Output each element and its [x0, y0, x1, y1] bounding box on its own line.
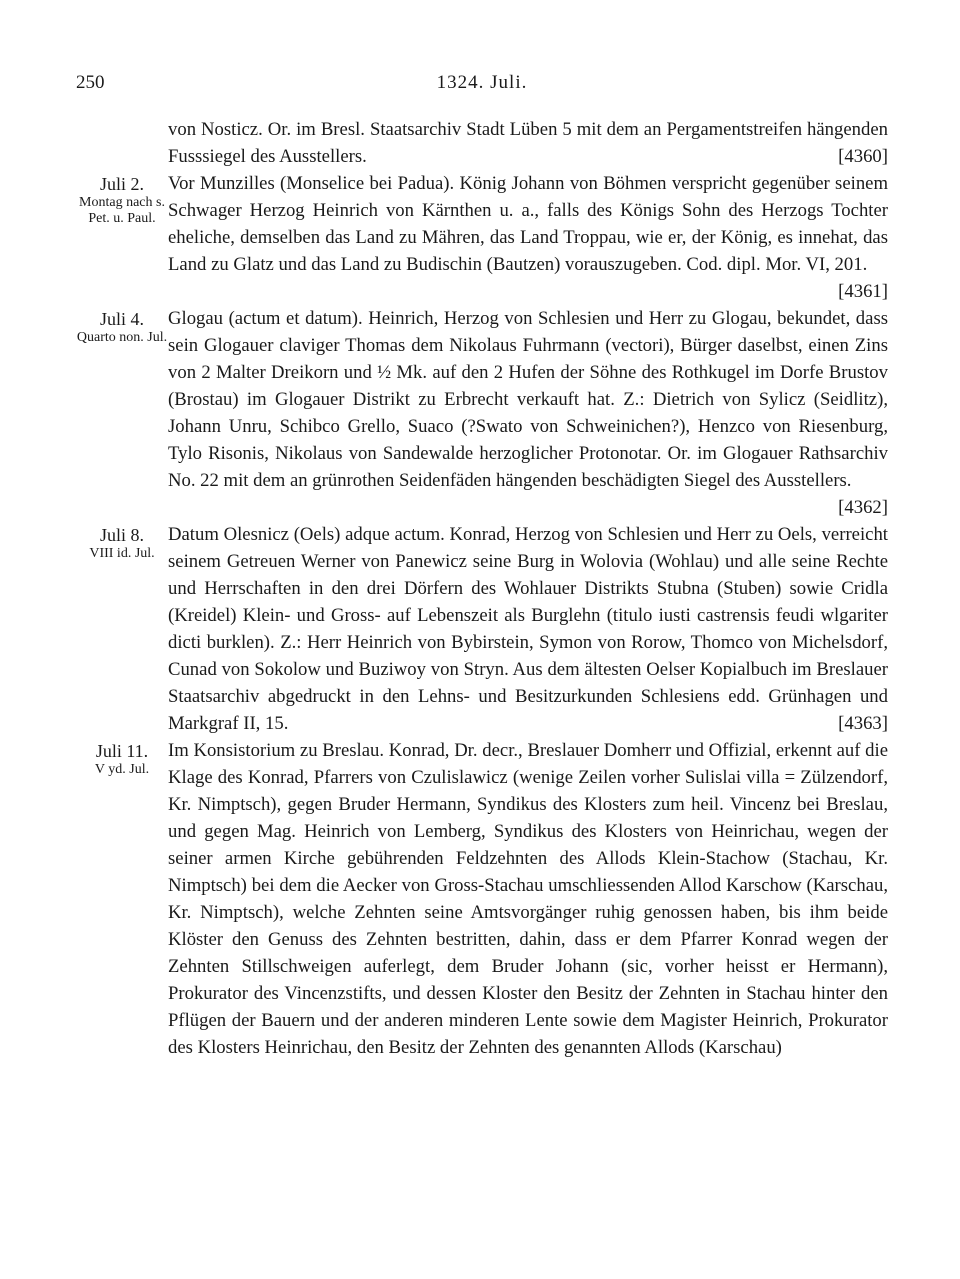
entry-text — [168, 116, 888, 170]
entry-date-note: Quarto non. Jul. — [76, 330, 168, 345]
margin-note — [76, 170, 168, 305]
entry-date: Juli 4. — [99, 309, 144, 329]
document-body — [76, 116, 888, 1061]
entry-4361 — [76, 170, 888, 305]
entry-body: von Nosticz. Or. im Bresl. Staatsarchiv Stadt Lüben 5 mit dem an Pergamentstreifen hängenden Fusssiegel des Ausstellers. — [168, 119, 888, 167]
entry-date-note: Montag nach s. Pet. u. Paul. — [79, 195, 165, 226]
entry-text — [168, 305, 888, 521]
entry-date: Juli 11. — [95, 741, 149, 761]
entry-4362 — [76, 305, 888, 521]
entry-body: Vor Munzilles (Monselice bei Padua). König Johann von Böhmen verspricht gegenüber seinem Schwager Herzog Heinrich von Kärnthen u. a., falls des Königs Sohn des Herzogs Tochter eheliche, demselben das Land zu Mähren, das Land Troppau, wie er, der König, es innehat, das Land zu Glatz und das Land zu Budischin (Bautzen) vorauszugeben. Cod. dipl. Mor. VI, 201. — [168, 173, 888, 275]
margin-note — [76, 521, 168, 737]
entry-date-note: VIII id. Jul. — [89, 546, 155, 561]
entry-number: [4363] — [838, 713, 888, 734]
entry-4363 — [76, 521, 888, 737]
entry-text — [168, 170, 888, 305]
margin-note — [76, 305, 168, 521]
entry-4360 — [76, 116, 888, 170]
page-header — [76, 72, 888, 102]
entry-number: [4360] — [838, 146, 888, 167]
page-number: 250 — [76, 72, 105, 93]
entry-body: Datum Olesnicz (Oels) adque actum. Konrad, Herzog von Schlesien und Herr zu Oels, verreicht seinem Getreuen Werner von Panewicz seine Burg in Wolovia (Wohlau) und alle seine Rechte und Herrschaften in den drei Dörfern des Wohlauer Distrikts Stubna (Stuben) sowie Cridla (Kreidel) Klein- und Gross- auf Lebenszeit als Burglehn (titulo iusti castrensis feudi wlgariter dicti burklen). Z.: Herr Heinrich von Bybirstein, Symon von Rorow, Thomco von Michelsdorf, Cunad von Sokolow und Buziwoy von Stryn. Aus dem ältesten Oelser Kopialbuch im Breslauer Staatsarchiv abgedruckt in den Lehns- und Besitzurkunden Schlesiens edd. Grünhagen und Markgraf II, 15. — [168, 524, 888, 734]
entry-text — [168, 521, 888, 737]
entry-number: [4361] — [838, 281, 888, 302]
entry-body: Glogau (actum et datum). Heinrich, Herzog von Schlesien und Herr zu Glogau, bekundet, dass sein Glogauer claviger Thomas dem Nikolaus Fuhrmann (vectori), Bürger daselbst, einen Zins von 2 Malter Dreikorn und ½ Mk. auf den 2 Hufen der Söhne des Rothkugel im Dorfe Brustov (Brostau) im Glogauer Distrikt zu Erbrecht verkauft hat. Z.: Dietrich von Sylicz (Seidlitz), Johann Unru, Schibco Grello, Suaco (?Swato von Schweinichen?), Henzco von Riesenburg, Tylo Risonis, Nikolaus von Sandewalde herzoglicher Protonotar. Or. im Glogauer Rathsarchiv No. 22 mit dem an grünrothen Seidenfäden hängenden beschädigten Siegel des Ausstellers. — [168, 308, 888, 491]
entry-date: Juli 2. — [99, 174, 144, 194]
running-title: 1324. Juli. — [436, 72, 528, 93]
entry-body: Im Konsistorium zu Breslau. Konrad, Dr. decr., Breslauer Domherr und Offizial, erkennt auf die Klage des Konrad, Pfarrers von Czulislawicz (wenige Zeilen vorher Sulislai villa = Zülzendorf, Kr. Nimptsch), gegen Bruder Hermann, Syndikus des Klosters zum heil. Vincenz bei Breslau, und gegen Mag. Heinrich von Lemberg, Syndikus des Klosters von Heinrichau, wegen der seiner armen Kirche gebührenden Feldzehnten des Allods Klein-Stachow (Stachau, Kr. Nimptsch) bei dem die Aecker von Gross-Stachau umschliessenden Allod Karschow (Karschau, Kr. Nimptsch), welche Zehnten seine Amtsvorgänger ruhig genossen haben, bis ihm beide Klöster den Genuss des Zehnten bestritten, dahin, dass er dem Pfarrer Konrad wegen der Zehnten Stillschweigen auferlegt, dem Bruder Johann (sic, vorher heisst er Hermann), Prokurator des Vincenzstifts, und dessen Kloster den Besitz der Zehnten in Stachau hinter den Pflügen der Bauern und der anderen minderen Lente sowie dem Magister Heinrich, Prokurator des Klosters Heinrichau, den Besitz der Zehnten des genannten Allods (Karschau) — [168, 740, 888, 1058]
entry-number: [4362] — [838, 497, 888, 518]
entry-text — [168, 737, 888, 1061]
entry-date-note: V yd. Jul. — [94, 762, 150, 777]
entry-date: Juli 8. — [99, 525, 144, 545]
margin-note — [76, 737, 168, 1061]
margin-note — [76, 116, 168, 170]
entry-4364 — [76, 737, 888, 1061]
